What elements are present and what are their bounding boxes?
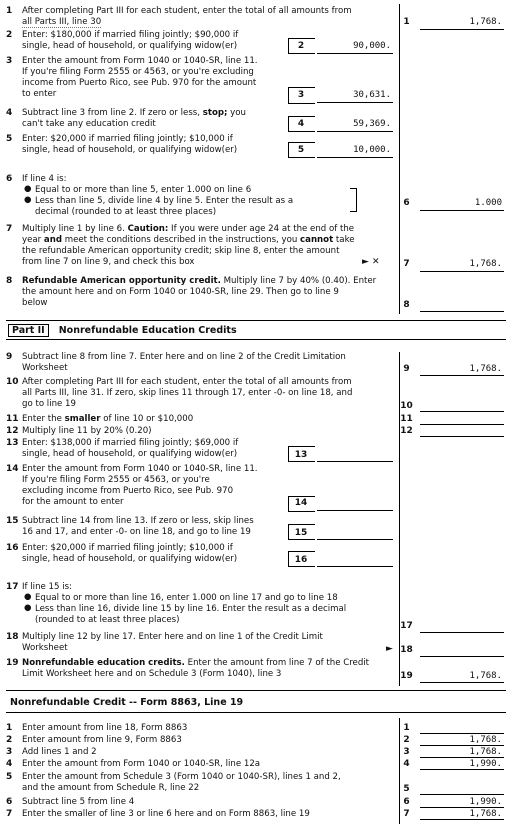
line-2-amount[interactable]: 90,000. [353,41,391,51]
line-19-amount[interactable]: 1,768. [469,671,502,681]
line-5-amount[interactable]: 10,000. [353,145,391,155]
line-number: 1 [6,6,13,16]
divider [6,339,506,340]
right-line-number: 1 [403,17,410,27]
arrow-icon: ► [386,644,393,654]
line-6-amount[interactable]: 1.000 [474,198,502,208]
credit-section-heading: Nonrefundable Credit -- Form 8863, Line 19 [10,697,244,708]
bullet-icon: ● [24,592,32,602]
line-3-amount[interactable]: 30,631. [353,90,391,100]
part-2-heading: Part II Nonrefundable Education Credits [8,324,237,337]
divider [6,712,506,713]
line-7-amount[interactable]: 1,768. [469,259,502,269]
part-2-tag: Part II [8,324,49,337]
line-4-amount[interactable]: 59,369. [353,119,391,129]
bullet-icon: ● [24,195,32,205]
line-9-amount[interactable]: 1,768. [469,364,502,374]
divider [6,320,506,321]
bullet-icon: ● [24,184,32,194]
bullet-icon: ● [24,603,32,613]
divider [6,690,506,691]
checkbox-checked[interactable]: ► ✕ [362,257,380,267]
bracket [350,188,357,212]
line-text: After completing Part III for each student, enter the total of all amounts from all Parts III, line 30 [22,6,352,27]
line-1-amount[interactable]: 1,768. [469,17,502,27]
